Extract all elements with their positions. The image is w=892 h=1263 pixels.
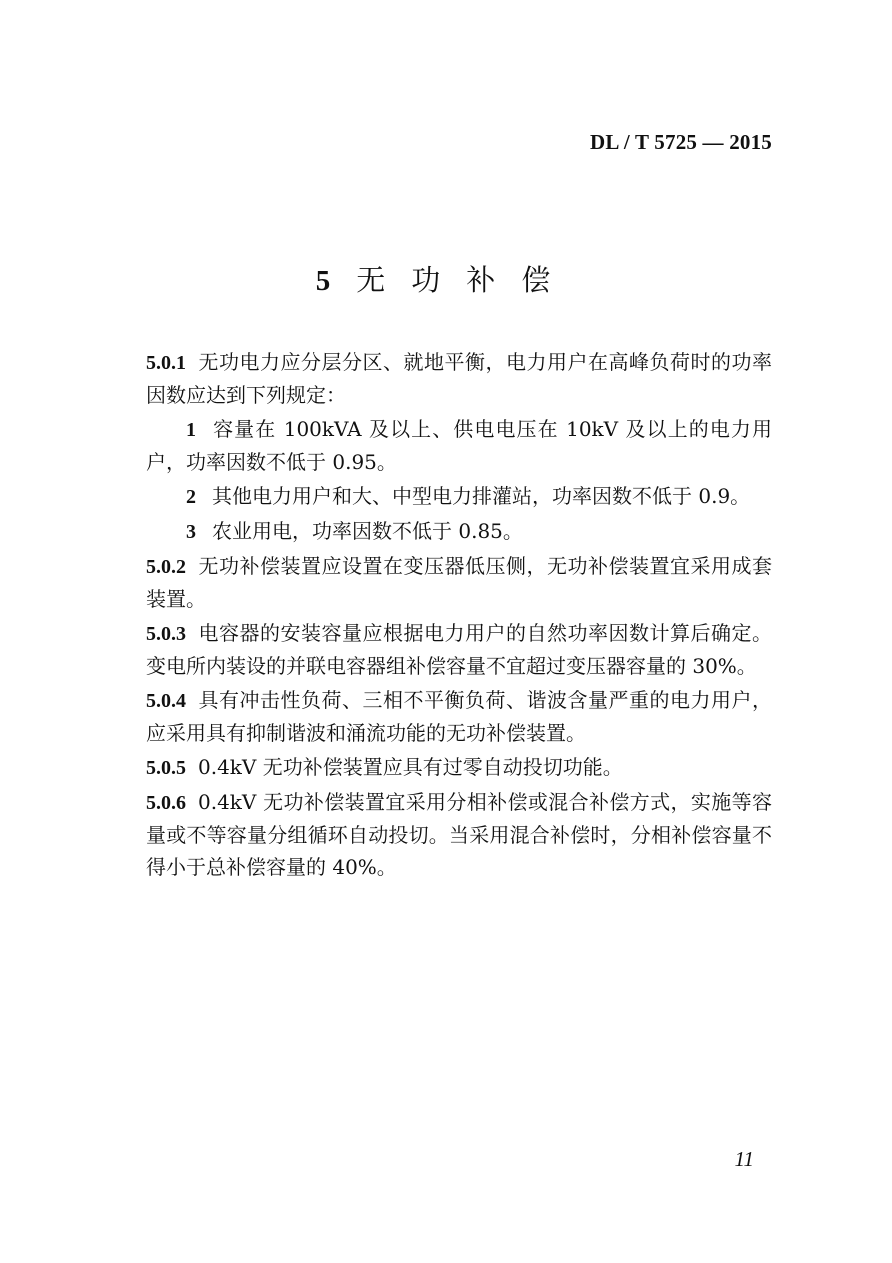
clause-number: 5.0.3	[146, 623, 186, 645]
clause-number: 5.0.4	[146, 690, 186, 712]
clause-body	[146, 346, 772, 885]
clause-number: 5.0.2	[146, 556, 186, 578]
clause-text: 0.4kV 无功补偿装置应具有过零自动投切功能。	[198, 755, 623, 779]
item-text: 容量在 100kVA 及以上、供电电压在 10kV 及以上的电力用户，功率因数不低于 0.95。	[146, 417, 772, 474]
clause-5-0-1-item-2	[146, 480, 772, 513]
clause-text: 电容器的安装容量应根据电力用户的自然功率因数计算后确定。变电所内装设的并联电容器组补偿容量不宜超过变压器容量的 30%。	[146, 621, 772, 678]
clause-5-0-3	[146, 617, 772, 682]
chapter-number: 5	[315, 265, 331, 297]
item-number: 2	[186, 486, 196, 508]
clause-5-0-1-item-1	[146, 413, 772, 478]
clause-5-0-4	[146, 684, 772, 749]
clause-5-0-6	[146, 786, 772, 883]
standard-code: DL / T 5725 — 2015	[590, 130, 772, 154]
clause-number: 5.0.6	[146, 792, 186, 814]
clause-5-0-2	[146, 550, 772, 615]
clause-5-0-1	[146, 346, 772, 411]
clause-number: 5.0.5	[146, 757, 186, 779]
page-number: 11	[734, 1147, 754, 1171]
clause-text: 无功补偿装置应设置在变压器低压侧，无功补偿装置宜采用成套装置。	[146, 554, 772, 611]
clause-number: 5.0.1	[146, 352, 186, 374]
item-number: 3	[186, 521, 196, 543]
item-text: 其他电力用户和大、中型电力排灌站，功率因数不低于 0.9。	[212, 484, 751, 508]
clause-text: 具有冲击性负荷、三相不平衡负荷、谐波含量严重的电力用户，应采用具有抑制谐波和涌流功能的无功补偿装置。	[146, 688, 772, 745]
item-number: 1	[186, 419, 196, 441]
clause-5-0-1-item-3	[146, 515, 772, 548]
chapter-title	[0, 258, 892, 299]
clause-text: 无功电力应分层分区、就地平衡，电力用户在高峰负荷时的功率因数应达到下列规定：	[146, 350, 772, 407]
clause-text: 0.4kV 无功补偿装置宜采用分相补偿或混合补偿方式，实施等容量或不等容量分组循环自动投切。当采用混合补偿时，分相补偿容量不得小于总补偿容量的 40%。	[146, 790, 772, 879]
chapter-title-text: 无功补偿	[356, 263, 577, 297]
item-text: 农业用电，功率因数不低于 0.85。	[212, 519, 523, 543]
clause-5-0-5	[146, 751, 772, 784]
